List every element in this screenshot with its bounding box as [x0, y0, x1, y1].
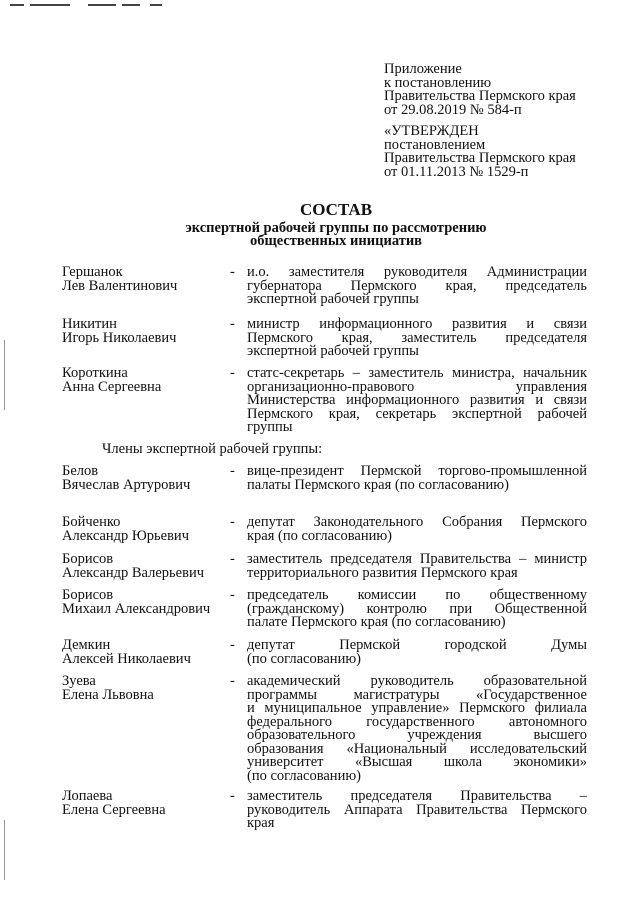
member-role — [247, 516, 587, 543]
role-line: организационно-правового управления — [247, 378, 587, 395]
scan-artifact — [30, 4, 70, 6]
scan-artifact — [4, 340, 5, 410]
member-name — [62, 516, 232, 543]
role-line: группы — [247, 419, 293, 435]
member-surname: Короткина — [62, 365, 128, 381]
approved-block — [384, 125, 624, 179]
role-line: образования «Национальный исследовательский — [247, 740, 587, 757]
member-surname: Борисов — [62, 551, 114, 567]
role-line: (гражданскому) контролю при Общественной — [247, 600, 587, 617]
member-name — [62, 318, 232, 345]
member-role — [247, 367, 587, 435]
approved-line: от 01.11.2013 № 1529-п — [384, 163, 529, 180]
member-role — [247, 675, 587, 783]
entry-dash: - — [230, 316, 235, 332]
role-line: университет «Высшая школа экономики» — [247, 754, 587, 770]
appendix-line: к постановлению — [384, 74, 492, 91]
role-line: палате Пермского края (по согласованию) — [247, 614, 506, 630]
role-line: председатель комиссии по общественному — [247, 587, 587, 603]
member-surname: Лопаева — [62, 788, 113, 804]
role-line: вице-президент Пермской торгово-промышленной — [247, 463, 587, 479]
role-line: экспертной рабочей группы — [247, 343, 419, 359]
role-line: Министерства информационного развития и связи — [247, 392, 587, 408]
member-given-names: Анна Сергеевна — [62, 378, 162, 395]
entry-dash: - — [230, 788, 235, 804]
member-role — [247, 639, 587, 666]
member-name — [62, 790, 232, 817]
role-line: и муниципальное управление» Пермского филиала — [247, 700, 587, 716]
subtitle-line: общественных инициатив — [249, 233, 423, 249]
member-given-names: Алексей Николаевич — [62, 650, 191, 667]
scan-artifact — [4, 820, 5, 880]
entry-dash: - — [230, 587, 235, 603]
role-line: депутат Пермской городской Думы — [247, 637, 587, 653]
role-line: губернатора Пермского края, председатель — [247, 277, 587, 294]
approved-line: «УТВЕРЖДЕН — [384, 123, 479, 139]
member-name — [62, 589, 232, 616]
role-line: Пермского края, секретарь экспертной рабочей — [247, 405, 587, 422]
role-line: и.о. заместителя руководителя Администрации — [247, 264, 587, 280]
member-surname: Гершанок — [62, 264, 123, 280]
member-surname: Зуева — [62, 673, 96, 689]
member-role — [247, 790, 587, 831]
document-subtitle — [0, 222, 640, 248]
member-name — [62, 553, 232, 580]
member-given-names: Елена Львовна — [62, 686, 154, 703]
document-title: СОСТАВ — [299, 200, 373, 219]
appendix-line: Приложение — [384, 61, 462, 77]
approved-line: постановлением — [384, 136, 486, 153]
role-line: федерального государственного автономного — [247, 713, 587, 730]
role-line: руководитель Аппарата Правительства Пермского — [247, 801, 587, 818]
appendix-line: Правительства Пермского края — [384, 88, 576, 105]
scan-artifact — [122, 4, 140, 6]
entry-dash: - — [230, 514, 235, 530]
member-given-names: Михаил Александрович — [62, 600, 211, 617]
scan-artifact — [88, 4, 116, 6]
role-line: депутат Законодательного Собрания Пермского — [247, 514, 587, 530]
member-given-names: Вячеслав Артурович — [62, 476, 191, 493]
member-given-names: Лев Валентинович — [62, 277, 178, 294]
scan-artifact — [10, 4, 24, 6]
role-line: (по согласованию) — [247, 650, 361, 667]
role-line: образовательного учреждения высшего — [247, 727, 587, 743]
role-line: академический руководитель образовательной — [247, 673, 587, 689]
member-name — [62, 367, 232, 394]
member-role — [247, 465, 587, 492]
member-given-names: Елена Сергеевна — [62, 801, 166, 818]
appendix-block — [384, 63, 624, 117]
entry-dash: - — [230, 264, 235, 280]
appendix-line: от 29.08.2019 № 584-п — [384, 101, 522, 118]
scan-artifact — [150, 4, 162, 6]
role-line: края (по согласованию) — [247, 527, 393, 544]
entry-dash: - — [230, 637, 235, 653]
member-surname: Никитин — [62, 316, 117, 332]
role-line: статс-секретарь – заместитель министра, начальник — [247, 365, 587, 381]
member-name — [62, 639, 232, 666]
member-surname: Демкин — [62, 637, 111, 653]
member-surname: Белов — [62, 463, 99, 479]
entry-dash: - — [230, 551, 235, 567]
subtitle-line: экспертной рабочей группы по рассмотрению — [185, 220, 487, 236]
role-line: (по согласованию) — [247, 767, 361, 784]
role-line: Пермского края, заместитель председателя — [247, 329, 587, 346]
entry-dash: - — [230, 365, 235, 381]
approved-line: Правительства Пермского края — [384, 150, 576, 167]
role-line: заместитель председателя Правительства – — [247, 788, 587, 804]
member-role — [247, 589, 587, 630]
role-line: экспертной рабочей группы — [247, 291, 419, 307]
member-name — [62, 675, 232, 702]
member-given-names: Игорь Николаевич — [62, 329, 177, 346]
entry-dash: - — [230, 673, 235, 689]
member-name — [62, 465, 232, 492]
role-line: палаты Пермского края (по согласованию) — [247, 476, 509, 493]
member-given-names: Александр Юрьевич — [62, 527, 189, 544]
member-role — [247, 266, 587, 307]
member-surname: Борисов — [62, 587, 114, 603]
member-name — [62, 266, 232, 293]
role-line: заместитель председателя Правительства – министр — [247, 551, 587, 567]
member-given-names: Александр Валерьевич — [62, 564, 204, 581]
members-heading: Члены экспертной рабочей группы: — [102, 441, 323, 457]
member-role — [247, 318, 587, 359]
role-line: территориального развития Пермского края — [247, 564, 518, 581]
entry-dash: - — [230, 463, 235, 479]
member-role — [247, 553, 587, 580]
role-line: края — [247, 815, 275, 831]
role-line: программы магистратуры «Государственное — [247, 686, 587, 703]
member-surname: Бойченко — [62, 514, 121, 530]
role-line: министр информационного развития и связи — [247, 316, 587, 332]
